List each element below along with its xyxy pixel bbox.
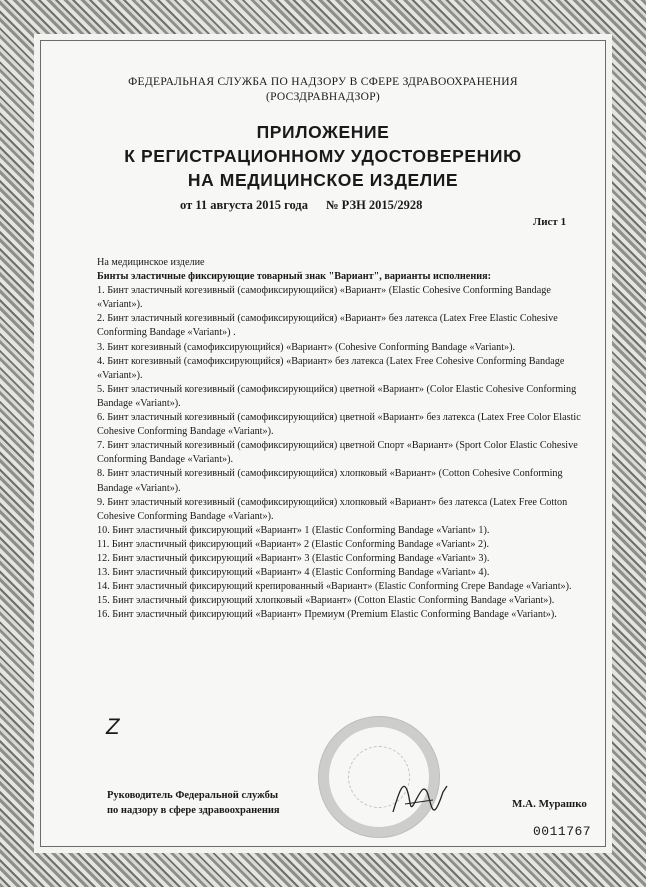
document-title-line1: ПРИЛОЖЕНИЕ	[256, 122, 390, 142]
registration-number: № РЗН 2015/2928	[326, 198, 423, 212]
sheet-number: Лист 1	[533, 216, 567, 228]
signatory-title-line1: Руководитель Федеральной службы	[107, 790, 279, 801]
body-lead: На медицинское изделие	[97, 257, 205, 268]
list-item: 5. Бинт эластичный когезивный (самофиксирующийся) цветной «Вариант» (Color Elastic Cohesive Conforming Bandage «Variant»).	[97, 383, 577, 409]
serial-number: 0011767	[533, 824, 592, 839]
list-item: 4. Бинт когезивный (самофиксирующийся) «Вариант» без латекса (Latex Free Cohesive Conforming Bandage «Variant»).	[97, 355, 565, 381]
signatory-title-line2: по надзору в сфере здравоохранения	[107, 805, 280, 816]
list-item: 7. Бинт эластичный когезивный (самофиксирующийся) цветной Спорт «Вариант» (Sport Color Elastic Cohesive Conforming Bandage «Variant»).	[97, 440, 578, 466]
list-item: 1. Бинт эластичный когезивный (самофиксирующийся) «Вариант» (Elastic Cohesive Conforming Bandage «Variant»).	[97, 285, 551, 311]
list-item: 8. Бинт эластичный когезивный (самофиксирующийся) хлопковый «Вариант» (Cotton Cohesive Conforming Bandage «Variant»).	[97, 468, 563, 494]
list-item: 9. Бинт эластичный когезивный (самофиксирующийся) хлопковый «Вариант» без латекса (Latex Free Cotton Cohesive Conforming Bandage «Variant»).	[97, 496, 568, 522]
signatory-title	[107, 788, 280, 818]
body-heading: Бинты эластичные фиксирующие товарный знак "Вариант", варианты исполнения:	[97, 271, 491, 283]
list-item: 11. Бинт эластичный фиксирующий «Вариант» 2 (Elastic Conforming Bandage «Variant» 2).	[97, 538, 490, 550]
list-item: 16. Бинт эластичный фиксирующий «Вариант» Премиум (Premium Elastic Conforming Bandage «Variant»).	[97, 609, 557, 621]
agency-name: ФЕДЕРАЛЬНАЯ СЛУЖБА ПО НАДЗОРУ В СФЕРЕ ЗДРАВООХРАНЕНИЯ	[128, 76, 518, 88]
document-title-line2: К РЕГИСТРАЦИОННОМУ УДОСТОВЕРЕНИЮ	[124, 146, 522, 166]
agency-abbreviation: (РОСЗДРАВНАДЗОР)	[265, 91, 381, 103]
variant-list	[97, 284, 597, 622]
handwritten-signature	[385, 772, 455, 822]
list-item: 10. Бинт эластичный фиксирующий «Вариант» 1 (Elastic Conforming Bandage «Variant» 1).	[97, 524, 490, 536]
list-item: 3. Бинт когезивный (самофиксирующийся) «Вариант» (Cohesive Conforming Bandage «Variant»).	[97, 341, 516, 353]
list-item: 15. Бинт эластичный фиксирующий хлопковый «Вариант» (Cotton Elastic Conforming Bandage «Variant»).	[97, 595, 555, 607]
registration-line	[180, 198, 422, 213]
registration-date: от 11 августа 2015 года	[180, 198, 308, 212]
list-item: 13. Бинт эластичный фиксирующий «Вариант» 4 (Elastic Conforming Bandage «Variant» 4).	[97, 567, 490, 579]
list-item: 6. Бинт эластичный когезивный (самофиксирующийся) цветной «Вариант» без латекса (Latex Free Color Elastic Cohesive Conforming Bandage «Variant»).	[97, 412, 581, 438]
signatory-name: М.А. Мурашко	[512, 798, 587, 810]
z-mark: Z	[106, 714, 120, 739]
document-title-line3: НА МЕДИЦИНСКОЕ ИЗДЕЛИЕ	[187, 170, 459, 190]
list-item: 14. Бинт эластичный фиксирующий крепированный «Вариант» (Elastic Conforming Crepe Bandage «Variant»).	[97, 581, 572, 593]
list-item: 12. Бинт эластичный фиксирующий «Вариант» 3 (Elastic Conforming Bandage «Variant» 3).	[97, 552, 490, 564]
document-body	[97, 256, 597, 622]
list-item: 2. Бинт эластичный когезивный (самофиксирующийся) «Вариант» без латекса (Latex Free Elastic Cohesive Conforming Bandage «Variant») .	[97, 313, 558, 339]
